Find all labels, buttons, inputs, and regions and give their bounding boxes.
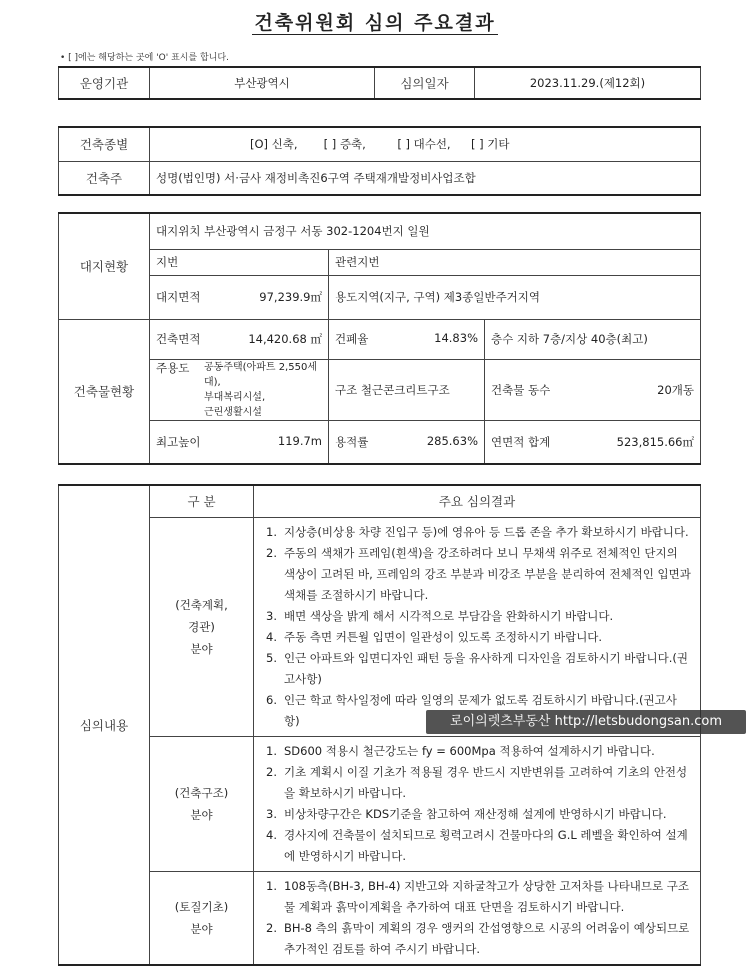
result-item xyxy=(266,876,692,918)
group-structure-label xyxy=(150,736,254,871)
date-value: 2023.11.29.(제12회) xyxy=(475,67,701,99)
group-geotech-name-1: (토질기초) xyxy=(174,899,229,914)
result-item-text: BH-8 측의 흙막이 계획의 경우 앵커의 간섭영향으로 시공의 어려움이 예상되므로 추가적인 검토를 하여 주시기 바랍니다. xyxy=(284,920,690,956)
coverage-label: 건폐율 xyxy=(335,332,369,346)
title-underline xyxy=(252,34,498,35)
height-value: 119.7m xyxy=(277,433,322,448)
use-line-2: 부대복리시설, xyxy=(204,391,266,403)
use-line-3: 근린생활시설 xyxy=(204,406,262,418)
use-cell xyxy=(150,359,329,420)
far-label: 용적률 xyxy=(335,434,369,449)
group-structure-results xyxy=(254,736,701,871)
result-item xyxy=(266,522,692,543)
result-item xyxy=(266,762,692,804)
result-item xyxy=(266,804,692,825)
site-area-value: 97,239.9㎡ xyxy=(259,290,322,304)
group-architecture-label xyxy=(150,517,254,736)
group-architecture-name-3: 분야 xyxy=(190,641,213,656)
structure-results-list xyxy=(266,741,692,867)
group-structure-name-2: 분야 xyxy=(190,807,213,822)
result-item-number: 2. xyxy=(266,920,277,935)
result-item xyxy=(266,606,692,627)
group-geotech-label xyxy=(150,871,254,965)
watermark-banner: 로이의렛츠부동산 http://letsbudongsan.com xyxy=(426,710,746,734)
type-label: 건축종별 xyxy=(59,127,150,161)
result-item-text: 108동측(BH-3, BH-4) 지반고와 지하굴착고가 상당한 고저차를 나타내므로 구조물 계획과 흙막이계획을 추가하여 대표 단면을 검토하시기 바랍니다. xyxy=(284,878,690,914)
bldg-count-value: 20개동 xyxy=(657,382,695,397)
org-label: 운영기관 xyxy=(59,67,150,99)
result-item-text: 지상층(비상용 차량 진입구 등)에 영유아 등 드롭 존을 추가 확보하시기 바랍니다. xyxy=(284,524,689,539)
structure-value: 구조 철근콘크리트구조 xyxy=(329,359,485,420)
bldg-area-cell xyxy=(150,319,329,359)
review-content-label: 심의내용 xyxy=(59,485,150,965)
group-architecture-results xyxy=(254,517,701,736)
result-item-number: 3. xyxy=(266,806,277,821)
result-item-number: 5. xyxy=(266,650,277,665)
result-item xyxy=(266,648,692,690)
bldg-count-cell xyxy=(485,359,701,420)
result-item-text: 배면 색상을 밝게 해서 시각적으로 부담감을 완화하시기 바랍니다. xyxy=(284,608,614,623)
group-structure-name-1: (건축구조) xyxy=(174,785,229,800)
gfa-cell xyxy=(485,420,701,464)
result-item-number: 6. xyxy=(266,692,277,707)
use-label: 주용도 xyxy=(156,360,190,375)
result-item-number: 1. xyxy=(266,524,277,539)
group-geotech-name-2: 분야 xyxy=(190,921,213,936)
floors-value: 층수 지하 7층/지상 40층(최고) xyxy=(485,319,701,359)
result-item xyxy=(266,543,692,606)
use-line-1: 공동주택(아파트 2,550세대), xyxy=(204,361,317,388)
result-item-number: 4. xyxy=(266,629,277,644)
result-item xyxy=(266,741,692,762)
type-option-other: [ ] 기타 xyxy=(470,137,510,152)
result-item-text: 비상차량구간은 KDS기준을 참고하여 재산정해 설계에 반영하시기 바랍니다. xyxy=(284,806,667,821)
result-item-text: 인근 학교 학사일정에 따라 일영의 문제가 없도록 검토하시기 바랍니다.(권고사항) xyxy=(284,692,677,728)
result-item-number: 4. xyxy=(266,827,277,842)
site-area-cell xyxy=(150,275,329,319)
gfa-label: 연면적 합계 xyxy=(491,434,551,449)
result-item-text: 인근 아파트와 입면디자인 패턴 등을 유사하게 디자인을 검토하시기 바랍니다.(권고사항) xyxy=(284,650,688,686)
site-label: 대지현황 xyxy=(59,213,150,319)
result-item-number: 3. xyxy=(266,608,277,623)
site-location: 대지위치 부산광역시 금정구 서동 302-1204번지 일원 xyxy=(150,213,701,249)
operating-org-table xyxy=(58,66,701,100)
date-label: 심의일자 xyxy=(375,67,475,99)
type-option-new: [O] 신축, xyxy=(250,137,298,152)
height-cell xyxy=(150,420,329,464)
bldg-area-label: 건축면적 xyxy=(156,332,201,346)
group-architecture-name-2: 경관) xyxy=(188,619,215,634)
building-status-label: 건축물현황 xyxy=(59,319,150,464)
group-architecture-name-1: (건축계획, xyxy=(175,597,228,612)
result-item xyxy=(266,918,692,960)
geotech-results-list xyxy=(266,876,692,960)
result-item-number: 1. xyxy=(266,743,277,758)
site-area-label: 대지면적 xyxy=(156,290,201,304)
result-item-text: 주동의 색채가 프레임(흰색)을 강조하려다 보니 무채색 위주로 전체적인 단지의 색상이 고려된 바, 프레임의 강조 부분과 비강조 부분을 분리하여 전체적인 입면과 색채를 조절하시기 바랍니다. xyxy=(284,545,691,602)
lot-label: 지번 xyxy=(150,249,329,275)
far-value: 285.63% xyxy=(426,433,478,448)
group-geotech-results xyxy=(254,871,701,965)
gfa-value: 523,815.66㎡ xyxy=(616,434,695,449)
result-item-number: 2. xyxy=(266,764,277,779)
architecture-results-list xyxy=(266,522,692,732)
type-options xyxy=(150,127,701,161)
height-label: 최고높이 xyxy=(156,434,201,449)
result-item xyxy=(266,825,692,867)
result-item-number: 2. xyxy=(266,545,277,560)
zoning-value: 용도지역(지구, 구역) 제3종일반주거지역 xyxy=(329,275,701,319)
results-header: 주요 심의결과 xyxy=(254,485,701,517)
document-title: 건축위원회 심의 주요결과 xyxy=(254,12,496,34)
coverage-value: 14.83% xyxy=(434,331,478,345)
bldg-count-label: 건축물 동수 xyxy=(491,382,551,397)
result-item-text: 주동 측면 커튼월 입면이 일관성이 있도록 조정하시기 바랍니다. xyxy=(284,629,603,644)
site-building-table xyxy=(58,212,701,465)
coverage-cell xyxy=(329,319,485,359)
type-option-extension: [ ] 증축, xyxy=(323,137,366,152)
instruction-note: • [ ]에는 해당하는 곳에 'O' 표시를 합니다. xyxy=(60,53,229,63)
owner-label: 건축주 xyxy=(59,161,150,195)
category-header: 구 분 xyxy=(150,485,254,517)
building-type-table xyxy=(58,126,701,196)
result-item-number: 1. xyxy=(266,878,277,893)
result-item xyxy=(266,627,692,648)
result-item-text: 기초 계획시 이질 기초가 적용될 경우 반드시 지반변위를 고려하여 기초의 안전성을 확보하시기 바랍니다. xyxy=(284,764,688,800)
far-cell xyxy=(329,420,485,464)
type-option-remodel: [ ] 대수선, xyxy=(397,137,451,152)
org-value: 부산광역시 xyxy=(150,67,375,99)
related-lot-label: 관련지번 xyxy=(329,249,701,275)
result-item-text: SD600 적용시 철근강도는 fy = 600Mpa 적용하여 설계하시기 바랍니다. xyxy=(284,743,655,758)
owner-value: 성명(법인명) 서·금사 재정비촉진6구역 주택재개발정비사업조합 xyxy=(150,161,701,195)
result-item-text: 경사지에 건축물이 설치되므로 횡력고려시 건물마다의 G.L 레벨을 확인하여 설계에 반영하시기 바랍니다. xyxy=(284,827,688,863)
bldg-area-value: 14,420.68 ㎡ xyxy=(248,332,322,346)
